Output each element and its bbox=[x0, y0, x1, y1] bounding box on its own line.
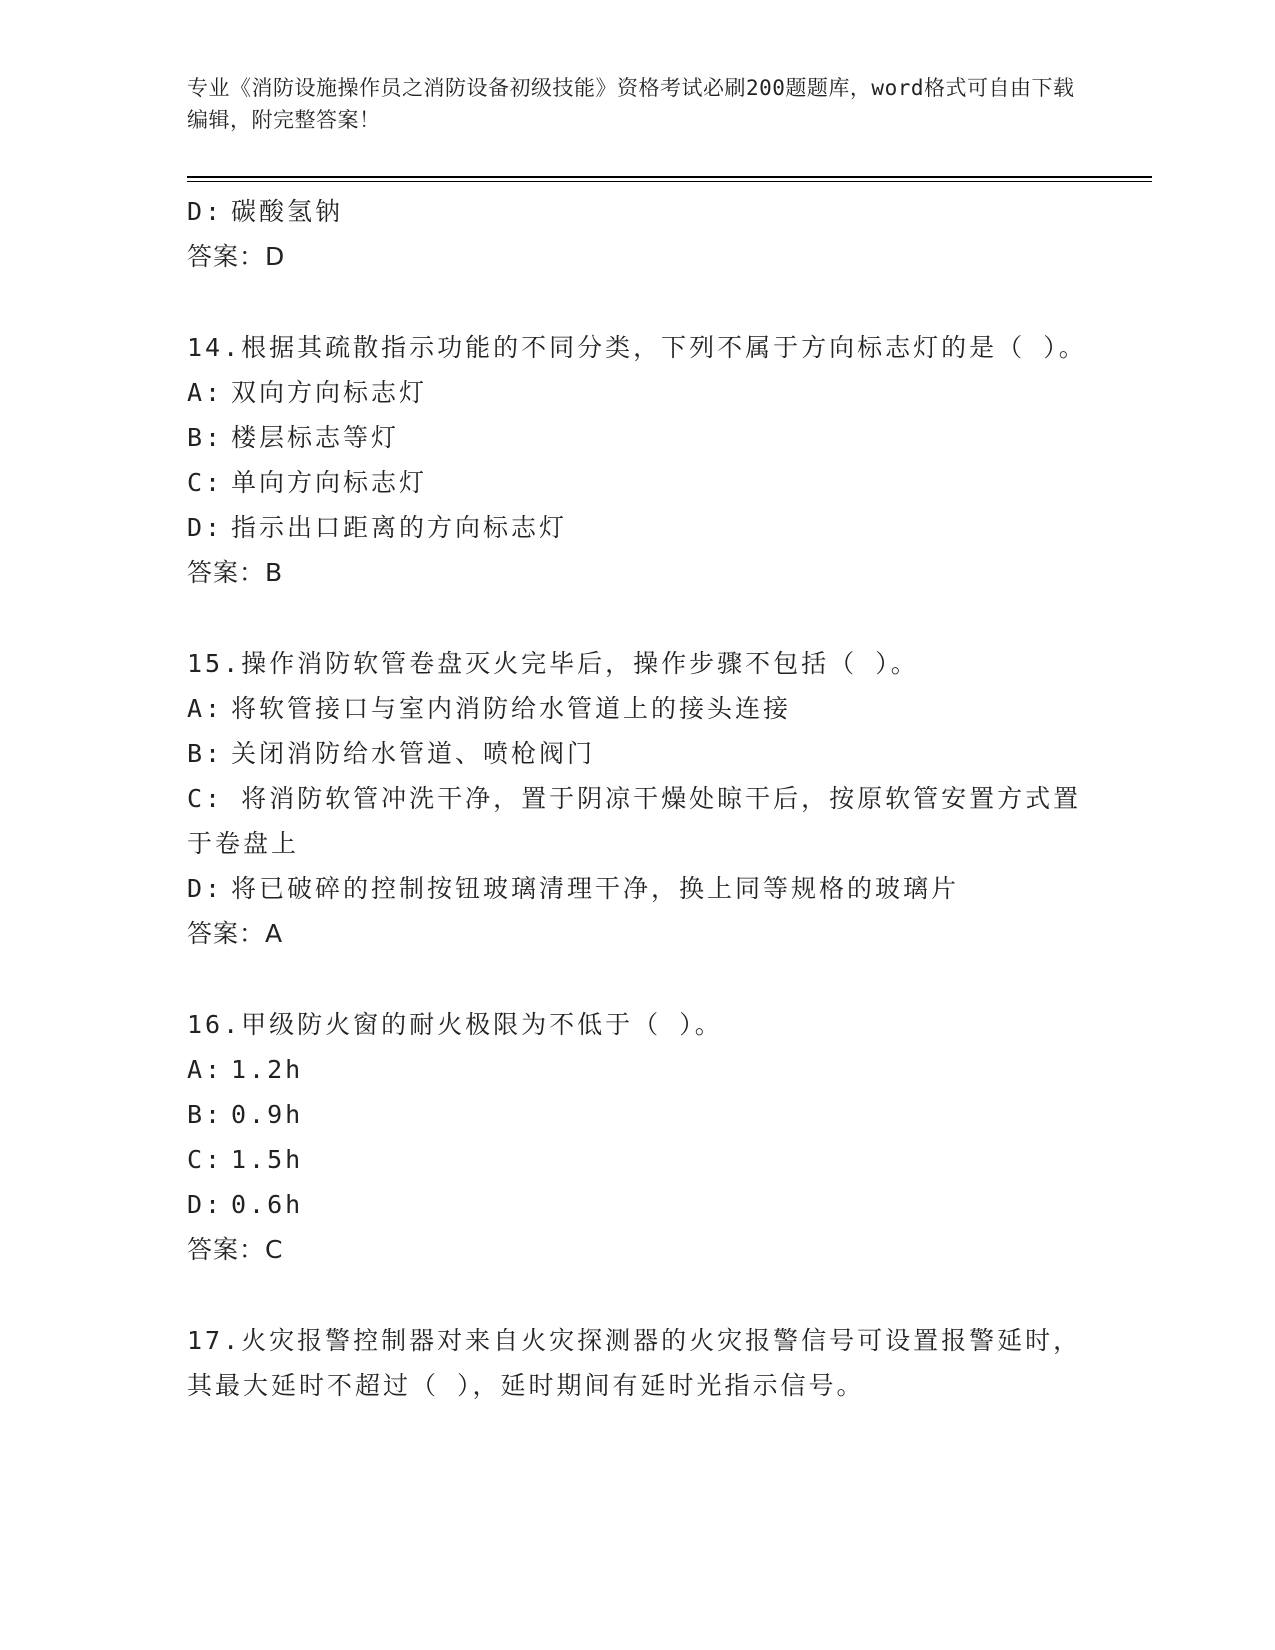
option-key: D: bbox=[187, 197, 224, 226]
option-text: 单向方向标志灯 bbox=[231, 468, 428, 497]
option-text: 将软管接口与室内消防给水管道上的接头连接 bbox=[231, 694, 792, 723]
answer-line: 答案：A bbox=[187, 919, 284, 948]
answer-line: 答案：C bbox=[187, 1235, 284, 1264]
answer-line: 答案：D bbox=[187, 242, 286, 271]
option-text: 双向方向标志灯 bbox=[231, 378, 428, 407]
option-row bbox=[187, 505, 1087, 550]
option-text: 楼层标志等灯 bbox=[231, 423, 400, 452]
option-key: C: bbox=[187, 784, 224, 813]
option-key: B: bbox=[187, 739, 224, 768]
option-key: D: bbox=[187, 513, 224, 542]
option-key: D: bbox=[187, 874, 224, 903]
option-text: 指示出口距离的方向标志灯 bbox=[231, 513, 568, 542]
question-stem: 16.甲级防火窗的耐火极限为不低于（ ）。 bbox=[187, 1010, 723, 1039]
option-key: D: bbox=[187, 1190, 224, 1219]
option-text: 1.5h bbox=[231, 1145, 304, 1174]
option-text: 碳酸氢钠 bbox=[231, 197, 344, 226]
question-14 bbox=[187, 325, 1087, 595]
option-row bbox=[187, 1182, 1087, 1227]
question-15 bbox=[187, 641, 1087, 956]
answer-line: 答案：B bbox=[187, 558, 284, 587]
question-list bbox=[187, 189, 1087, 1408]
option-key: B: bbox=[187, 1100, 224, 1129]
option-key: C: bbox=[187, 1145, 224, 1174]
question-16 bbox=[187, 1002, 1087, 1272]
option-key: A: bbox=[187, 1055, 224, 1084]
option-row bbox=[187, 415, 1087, 460]
option-row bbox=[187, 189, 1087, 234]
option-text: 关闭消防给水管道、喷枪阀门 bbox=[231, 739, 596, 768]
option-text: 将消防软管冲洗干净，置于阴凉干燥处晾干后，按原软管安置方式置于卷盘上 bbox=[187, 784, 1082, 858]
option-row bbox=[187, 1092, 1087, 1137]
option-row bbox=[187, 866, 1087, 911]
header-rule-thick bbox=[187, 176, 1152, 178]
option-row bbox=[187, 686, 1087, 731]
option-row bbox=[187, 370, 1087, 415]
option-key: B: bbox=[187, 423, 224, 452]
header-rule-thin bbox=[187, 181, 1152, 182]
document-header: 专业《消防设施操作员之消防设备初级技能》资格考试必刷200题题库，word格式可自由下载编辑，附完整答案！ bbox=[187, 76, 1075, 132]
option-row bbox=[187, 460, 1087, 505]
option-key: A: bbox=[187, 694, 224, 723]
option-key: C: bbox=[187, 468, 224, 497]
option-text: 0.6h bbox=[231, 1190, 304, 1219]
question-stem: 14.根据其疏散指示功能的不同分类，下列不属于方向标志灯的是（ ）。 bbox=[187, 333, 1087, 362]
option-key: A: bbox=[187, 378, 224, 407]
question-17 bbox=[187, 1318, 1087, 1408]
question-stem: 15.操作消防软管卷盘灭火完毕后，操作步骤不包括（ ）。 bbox=[187, 649, 919, 678]
option-text: 0.9h bbox=[231, 1100, 304, 1129]
option-row bbox=[187, 731, 1087, 776]
option-row bbox=[187, 1047, 1087, 1092]
option-text: 1.2h bbox=[231, 1055, 304, 1084]
option-row bbox=[187, 1137, 1087, 1182]
question-stem: 17.火灾报警控制器对来自火灾探测器的火灾报警信号可设置报警延时，其最大延时不超过（ ），延时期间有延时光指示信号。 bbox=[187, 1326, 1082, 1400]
option-row-wrapped bbox=[187, 776, 1087, 866]
option-text: 将已破碎的控制按钮玻璃清理干净，换上同等规格的玻璃片 bbox=[231, 874, 960, 903]
